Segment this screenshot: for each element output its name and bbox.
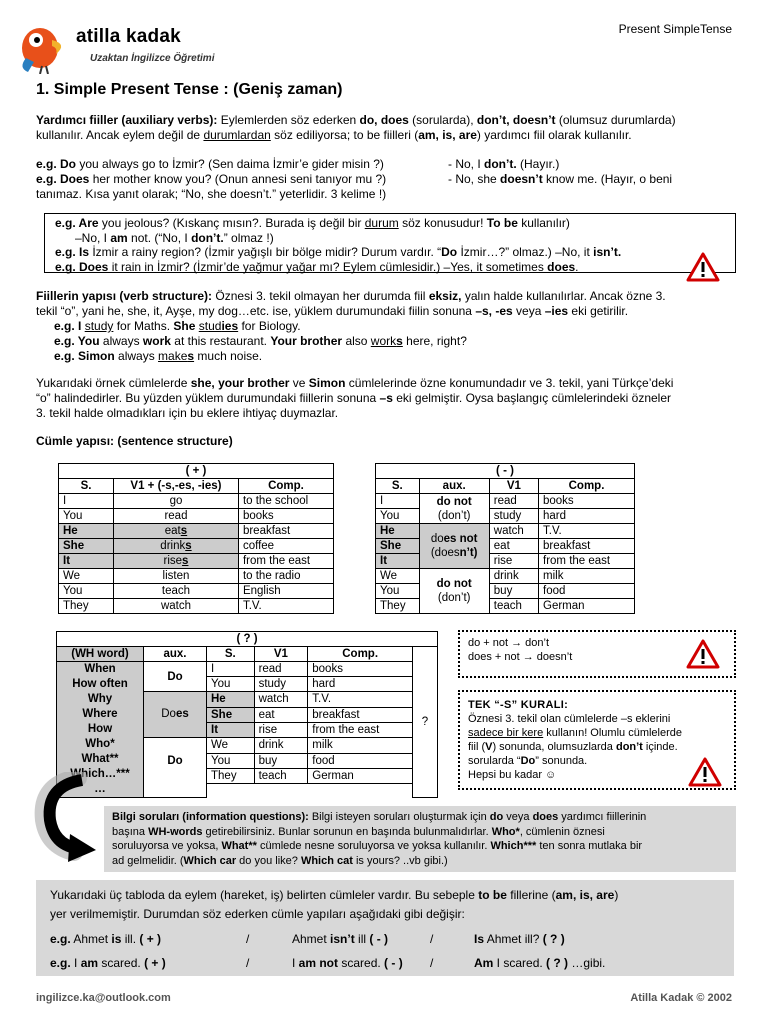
warning-icon [686,639,720,669]
warning-icon [686,252,720,282]
table-row: He eats breakfast [59,524,334,539]
table-row: We listen to the radio [59,569,334,584]
footer-email: ingilizce.ka@outlook.com [36,992,171,1004]
table-row: You read books [59,509,334,524]
verb-structure-paragraph: Fiillerin yapısı (verb structure): Öznesi 3. tekil olmayan her durumda fiil eksiz, yalın halde kullanılırlar. Ancak özne 3. tekil “o”, yani he, she, it, Ayşe, my dog…etc. ise, yüklem durumundaki fiilin sonuna –s, -es veya –ies eki getirilir. e.g. I study for Maths. She studies for Biology. e.g. You always work at this restaurant. Your brother also works here, right? e.g. Simon always makes much noise. [36,289,666,363]
footer-copyright: Atilla Kadak © 2002 [630,992,732,1004]
example-short-answers: - No, I don’t. (Hayır.) - No, she doesn’t know me. (Hayır, o beni [448,157,673,186]
single-s-rule-box: TEK “-S” KURALI: Öznesi 3. tekil olan cümlelerde –s eklerini sadece bir kere kullanın! Olumlu cümlelerde fiil (V) sonunda, olumsuzlarda don’t içinde. sorularda “Do” sonunda. Hepsi bu kadar ☺ [458,690,736,790]
positive-table: ( + ) S. V1 + (-s,-es, -ies) Comp. I go to the school You read books He eats breakfast She drinks coffee It rises from the east We listen to the radio You teach English They watch T.V. [58,463,334,614]
aux-paragraph: Yardımcı fiiller (auxiliary verbs): Eylemlerden söz ederken do, does (sorularda), don’t, doesn’t (olumsuz durumlarda) kullanılır. Ancak eylem değil de durumlardan söz ediliyorsa; to be fiilleri (am, is, are) yardımcı fiil olarak kullanılır. [36,113,676,142]
brand-name: atilla kadak [76,26,181,47]
brand-subtitle: Uzaktan İngilizce Öğretimi [90,53,215,64]
example-do-does: e.g. Do you always go to İzmir? (Sen daima İzmir’e gider misin ?) e.g. Does her mother know you? (Onun annesi seni tanıyor mu ?) tanımaz. Kısa yanıt olarak; “No, she doesn’t.” yeterlidir. 3 kelime !) [36,157,387,201]
to-be-summary-box: Yukarıdaki üç tabloda da eylem (hareket, iş) belirten cümleler vardır. Bu sebeple to be fillerine (am, is, are) yer verilmemiştir. Durumdan söz ederken cümle yapıları aşağıdaki gibi değişir: e.g. Ahmet is ill. ( + ) / Ahmet isn’t ill ( - ) / Is Ahmet ill? ( ? ) e.g. I am scared. ( + ) / I am not scared. ( - ) / Am I scared. ( ? ) …gibi. [36,880,734,976]
table-row: You teach English [59,584,334,599]
sentence-structure-heading: Cümle yapısı: (sentence structure) [36,434,233,448]
explanation-paragraph: Yukarıdaki örnek cümlelerde she, your brother ve Simon cümlelerinde özne konumundadır ve 3. tekil, yani Türkçe’deki “o” halindedirler. Bu yüzden yüklem durumundaki fiillerin sonuna –s eki gelmiştir. Oysa başlangıç cümlelerindeki özneler 3. tekil halde olmadıkları için bu eklere ihtiyaç duymazlar. [36,376,674,420]
page-title: 1. Simple Present Tense : (Geniş zaman) [36,81,343,98]
curved-arrow-icon [30,772,100,864]
warning-icon [688,757,722,787]
question-table: ( ? ) (WH word) aux. S. V1 Comp. ? When How often Why Where How Who* What** Which…*** … Do I read books You study hard Does He watch T.V. She eat breakfast It rise from the east Do We drink milk You buy food They teach German [56,631,438,798]
information-questions-box: Bilgi soruları (information questions): Bilgi isteyen soruları oluşturmak için do veya does yardımcı fiillerinin başına WH-words getirebilirsiniz. Bunlar sorunun en başında bulunmalıdırlar. Who*, cümlenin öznesi soruluyorsa ve yoksa, What** cümlede nesne soruluyorsa ve yoksa kullanılır. Which*** ten sonra mutlaka bir ad gelmelidir. (Which car do you like? Which cat is yours? ..vb gibi.) [104,806,736,872]
table-row: It rises from the east [59,554,334,569]
do-not-contraction-box: do + not → don’t does + not → doesn’t [458,630,736,678]
parrot-logo-icon [12,18,72,74]
table-row: They watch T.V. [59,599,334,614]
page-header-title: Present SimpleTense [618,22,732,36]
negative-table: ( - ) S. aux. V1 Comp. I do not (don’t) read books You study hard He does not (doesn’t) watch T.V. She eat breakfast It rise from the east We do not (don’t) drink milk You buy food They teach German [375,463,635,614]
table-row: I go to the school [59,494,334,509]
to-be-examples-box: e.g. Are you jeolous? (Kıskanç mısın?. Burada iş değil bir durum söz konusudur! To be kullanılır) –No, I am not. (“No, I don’t.” olmaz !) e.g. Is İzmir a rainy region? (İzmir yağışlı bir bölge midir? Durum vardır. “Do İzmir…?” olmaz.) –No, it isn’t. e.g. Does it rain in İzmir? (İzmir’de yağmur yağar mı? Eylem cümlesidir.) –Yes, it sometimes does. [44,213,736,273]
table-row: She drinks coffee [59,539,334,554]
